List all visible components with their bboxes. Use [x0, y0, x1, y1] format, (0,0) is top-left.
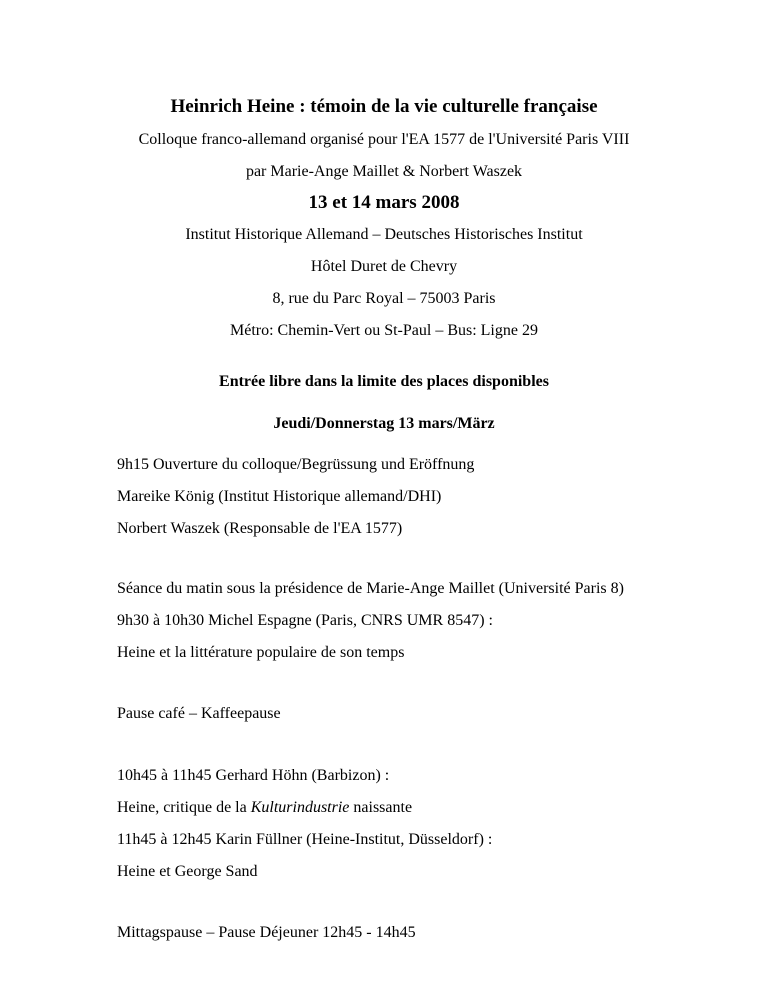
- talk-2-title-post: naissante: [349, 799, 413, 816]
- program-opening: 9h15 Ouverture du colloque/Begrüssung und Eröffnung: [117, 456, 475, 473]
- morning-session-heading: Séance du matin sous la présidence de Marie-Ange Maillet (Université Paris 8): [117, 580, 624, 597]
- event-dates: 13 et 14 mars 2008: [308, 192, 460, 213]
- talk-2-time-speaker: 10h45 à 11h45 Gerhard Höhn (Barbizon) :: [117, 767, 390, 784]
- venue-address: 8, rue du Parc Royal – 75003 Paris: [272, 290, 496, 307]
- talk-2-title-italic: Kulturindustrie: [250, 799, 350, 816]
- venue-building: Hôtel Duret de Chevry: [310, 258, 458, 275]
- entry-note: Entrée libre dans la limite des places disponibles: [219, 373, 549, 390]
- talk-1-title: Heine et la littérature populaire de son temps: [117, 644, 405, 661]
- talk-2-title: [117, 799, 412, 817]
- organizers-line: par Marie-Ange Maillet & Norbert Waszek: [245, 163, 523, 180]
- talk-3-title: Heine et George Sand: [117, 863, 258, 880]
- venue-institute: Institut Historique Allemand – Deutsches Historisches Institut: [185, 226, 583, 243]
- opening-speaker-2: Norbert Waszek (Responsable de l'EA 1577): [117, 520, 403, 537]
- venue-transport: Métro: Chemin-Vert ou St-Paul – Bus: Ligne 29: [230, 322, 538, 339]
- document-subtitle: Colloque franco-allemand organisé pour l'EA 1577 de l'Université Paris VIII: [138, 131, 630, 148]
- day-heading: Jeudi/Donnerstag 13 mars/März: [273, 415, 495, 432]
- talk-2-title-pre: Heine, critique de la: [117, 799, 251, 816]
- lunch-break: Mittagspause – Pause Déjeuner 12h45 - 14h45: [117, 924, 416, 941]
- document-title: Heinrich Heine : témoin de la vie culturelle française: [170, 96, 598, 117]
- talk-1-time-speaker: 9h30 à 10h30 Michel Espagne (Paris, CNRS UMR 8547) :: [117, 612, 493, 629]
- talk-3-time-speaker: 11h45 à 12h45 Karin Füllner (Heine-Institut, Düsseldorf) :: [117, 831, 493, 848]
- coffee-break: Pause café – Kaffeepause: [117, 705, 281, 722]
- opening-speaker-1: Mareike König (Institut Historique allemand/DHI): [117, 488, 442, 505]
